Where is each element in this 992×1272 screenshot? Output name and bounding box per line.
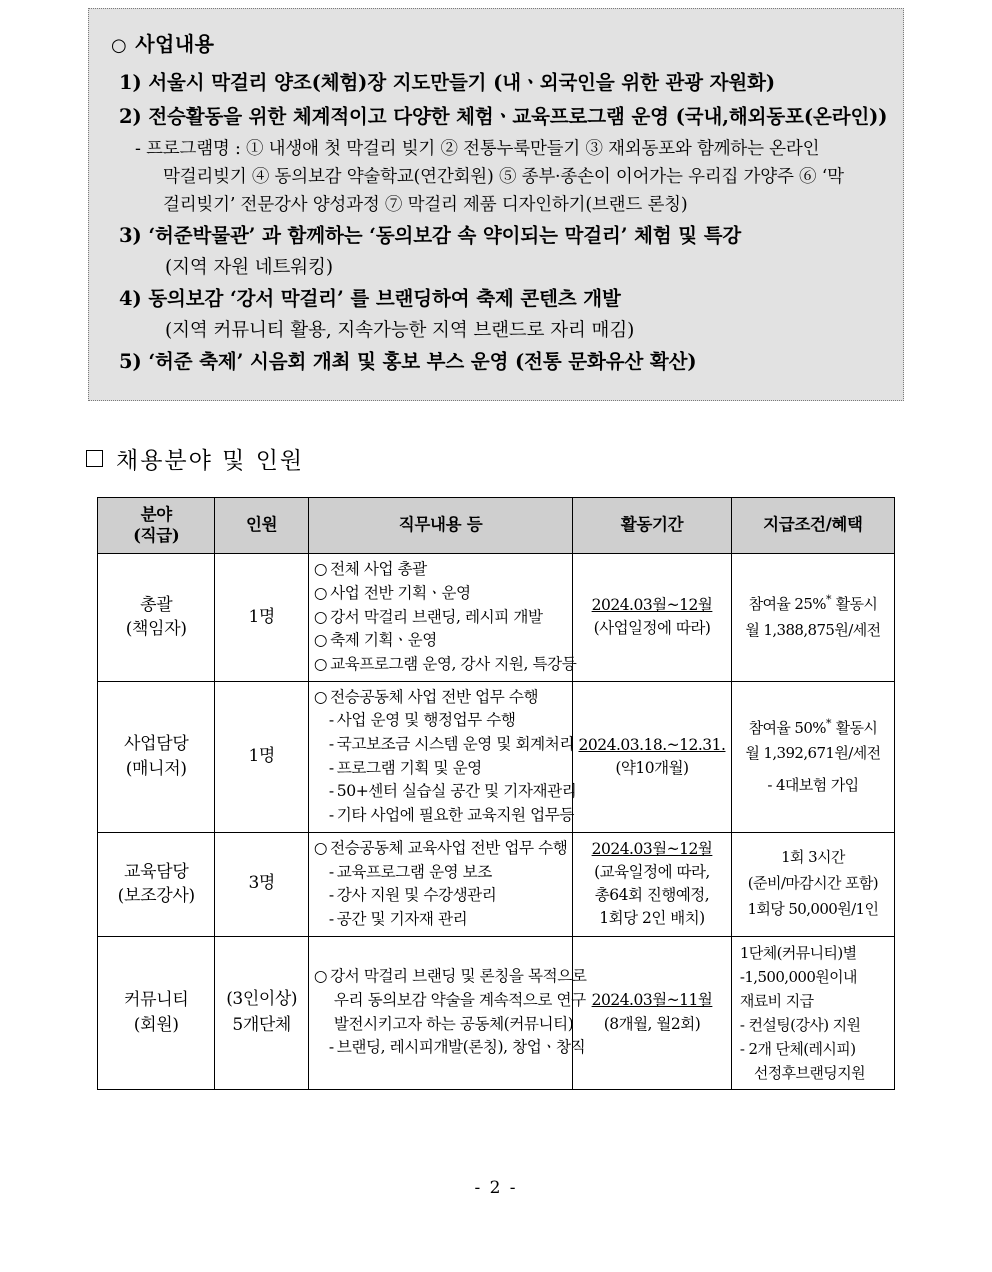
- row-1-duty-line-3: [314, 606, 567, 630]
- row-4-period-main: 2024.03월~11월: [591, 991, 713, 1010]
- dash-bullet-icon: -: [328, 782, 334, 801]
- row-1-duty-line-5: [313, 653, 577, 677]
- circle-bullet-icon: ○: [313, 583, 328, 602]
- table-row: [98, 554, 895, 681]
- row-3-count: 3명: [215, 832, 309, 936]
- dash-bullet-icon: -: [328, 735, 334, 754]
- row-3-duty-text-4: 공간 및 기자재 관리: [336, 909, 468, 928]
- row-2-pay-line-2: 월 1,392,671원/세전: [745, 744, 881, 763]
- row-4-duty-line-1: [313, 965, 587, 989]
- business-item-1-number: 1): [119, 71, 142, 95]
- recruitment-table-wrapper: [97, 497, 895, 1090]
- row-1-duty-line-4: [314, 629, 567, 653]
- business-item-2: [103, 101, 889, 133]
- row-3-period-sub-3: 1회당 2인 배치): [599, 909, 705, 928]
- circle-bullet-icon: ○: [313, 687, 328, 706]
- row-4-pay: [731, 936, 894, 1089]
- row-2-duty-text-2: 사업 운영 및 행정업무 수행: [336, 711, 516, 730]
- table-header-row: [98, 498, 895, 554]
- table-row: [98, 936, 895, 1089]
- row-2-duty-line-3: [314, 733, 574, 757]
- business-item-2-text: 전승활동을 위한 체계적이고 다양한 체험ㆍ교육프로그램 운영 (국내,해외동포(온라인)): [148, 104, 888, 128]
- row-2-duty-line-1: [314, 686, 567, 710]
- business-item-3-paren: (지역 자원 네트워킹): [165, 257, 333, 279]
- row-3-period: [573, 832, 732, 936]
- business-item-5: [103, 346, 889, 378]
- circle-bullet-icon: ○: [313, 655, 328, 673]
- row-3-field-line2: (보조강사): [117, 886, 195, 907]
- column-header-field: [98, 498, 215, 554]
- row-1-pay-line-2: 월 1,388,875원/세전: [745, 620, 881, 639]
- business-item-5-number: 5): [119, 349, 142, 373]
- circle-marker-icon: ○: [111, 35, 128, 56]
- row-4-count-line2: 5개단체: [232, 1014, 291, 1035]
- row-2-period: [573, 681, 732, 832]
- row-3-field: [98, 832, 215, 936]
- row-3-period-sub-2: 총64회 진행예정,: [594, 886, 710, 905]
- row-4-pay-line-5: - 2개 단체(레시피): [739, 1039, 856, 1058]
- table-row: [98, 681, 895, 832]
- column-header-pay: 지급조건/혜택: [731, 498, 894, 554]
- dash-bullet-icon: -: [328, 711, 334, 730]
- row-4-pay-line-6: 선정후브랜딩지원: [753, 1063, 865, 1082]
- row-1-field: [98, 554, 215, 681]
- dash-bullet-icon: -: [328, 909, 334, 928]
- row-1-duty: [308, 554, 577, 681]
- row-4-duty-line-4: [314, 1036, 586, 1060]
- column-header-period: 활동기간: [573, 498, 732, 554]
- business-content-heading: [111, 31, 889, 57]
- row-1-duty-line-2: [314, 582, 567, 606]
- row-2-pay: [731, 681, 894, 832]
- business-item-4-text: 동의보감 ‘강서 막걸리’ 를 브랜딩하여 축제 콘텐츠 개발: [148, 286, 621, 310]
- business-item-2-sub-3: 걸리빚기’ 전문강사 양성과정 ⑦ 막걸리 제품 디자인하기(브랜드 론칭): [163, 195, 688, 216]
- table-row: [98, 832, 895, 936]
- business-item-4-paren: (지역 커뮤니티 활용, 지속가능한 지역 브랜드로 자리 매김): [165, 320, 635, 342]
- row-1-duty-text-2: 사업 전반 기획ㆍ운영: [330, 583, 471, 602]
- row-3-pay-line-1: 1회 3시간: [781, 848, 845, 867]
- row-2-duty-text-5: 50+센터 실습실 공간 및 기자재관리: [336, 782, 577, 801]
- row-1-duty-text-1: 전체 사업 총괄: [330, 560, 427, 579]
- row-2-field-line1: 사업담당: [123, 734, 189, 755]
- row-2-period-main: 2024.03.18.~12.31.: [578, 735, 726, 754]
- row-2-duty-text-3: 국고보조금 시스템 운영 및 회계처리: [336, 735, 574, 754]
- row-1-pay-line-1: 참여율 25%* 활동시: [748, 593, 878, 614]
- row-2-pay-line-4: - 4대보험 가입: [767, 776, 859, 795]
- business-item-2-number: 2): [119, 104, 142, 128]
- business-item-5-text: ‘허준 축제’ 시음회 개최 및 홍보 부스 운영 (전통 문화유산 확산): [148, 349, 697, 373]
- row-1-duty-text-5: 교육프로그램 운영, 강사 지원, 특강등: [330, 655, 577, 673]
- column-header-field-line1: 분야: [140, 505, 172, 524]
- row-4-pay-line-1: 1단체(커뮤니티)별: [739, 943, 857, 962]
- row-3-period-sub-1: (교육일정에 따라,: [594, 862, 710, 881]
- row-2-duty: [308, 681, 577, 832]
- row-2-field-line2: (매니저): [125, 758, 187, 779]
- row-1-duty-line-1: [314, 558, 567, 582]
- row-3-pay: [731, 832, 894, 936]
- row-4-count-line1: (3인이상): [226, 989, 298, 1010]
- business-item-4: [103, 283, 889, 315]
- circle-bullet-icon: ○: [313, 607, 328, 626]
- business-item-2-sub-1: - 프로그램명 : ① 내생애 첫 막걸리 빚기 ② 전통누룩만들기 ③ 재외동포와 함께하는 온라인: [135, 138, 820, 159]
- row-1-period-sub-1: (사업일정에 따라): [593, 619, 711, 638]
- circle-bullet-icon: ○: [313, 560, 328, 579]
- business-item-1-text: 서울시 막걸리 양조(체험)장 지도만들기 (내ㆍ외국인을 위한 관광 자원화): [148, 71, 776, 95]
- row-3-duty-text-1: 전승공동체 교육사업 전반 업무 수행: [330, 838, 568, 857]
- business-content-box: [88, 8, 904, 401]
- square-marker-icon: [86, 450, 103, 467]
- row-1-period-main: 2024.03월~12월: [591, 596, 713, 615]
- row-1-count: 1명: [215, 554, 309, 681]
- row-4-field: [98, 936, 215, 1089]
- row-2-duty-text-1: 전승공동체 사업 전반 업무 수행: [330, 687, 539, 706]
- business-content-heading-label: 사업내용: [135, 32, 215, 56]
- row-2-duty-text-6: 기타 사업에 필요한 교육지원 업무등: [336, 806, 574, 825]
- dash-bullet-icon: -: [328, 758, 334, 777]
- row-4-pay-line-3: 재료비 지급: [739, 991, 814, 1010]
- row-4-field-line1: 커뮤니티: [123, 989, 189, 1010]
- business-item-4-number: 4): [119, 286, 142, 310]
- dash-bullet-icon: -: [328, 806, 334, 825]
- row-4-pay-line-4: - 컨설팅(강사) 지원: [739, 1015, 861, 1034]
- business-item-3: [103, 220, 889, 252]
- row-4-count: [215, 936, 309, 1089]
- row-4-period-sub-1: (8개월, 월2회): [603, 1014, 701, 1033]
- column-header-field-line2: (직급): [133, 525, 180, 545]
- row-3-duty: [308, 832, 572, 936]
- row-4-duty-line-3: 발전시키고자 하는 공동체(커뮤니티): [333, 1014, 574, 1033]
- row-2-period-sub-1: (약10개월): [615, 758, 689, 777]
- row-4-duty-text-1: 강서 막걸리 브랜딩 및 론칭을 목적으로: [330, 967, 587, 986]
- dash-bullet-icon: -: [328, 862, 334, 881]
- row-3-duty-line-1: [314, 837, 567, 861]
- row-1-duty-text-4: 축제 기획ㆍ운영: [330, 631, 437, 650]
- column-header-duty: 직무내용 등: [308, 498, 572, 554]
- recruitment-table: [97, 497, 895, 1090]
- business-item-1: [103, 67, 889, 99]
- row-1-field-line1: 총괄: [140, 594, 173, 615]
- row-2-duty-line-6: [314, 804, 574, 828]
- recruitment-section-title: 채용분야 및 인원: [116, 448, 305, 474]
- row-2-pay-line-1: 참여율 50%* 활동시: [748, 716, 878, 737]
- circle-bullet-icon: ○: [313, 631, 328, 650]
- dash-bullet-icon: -: [328, 886, 334, 905]
- circle-bullet-icon: ○: [313, 967, 328, 986]
- row-2-field: [98, 681, 215, 832]
- recruitment-section-heading: [86, 442, 304, 475]
- row-3-duty-line-2: [314, 861, 567, 885]
- row-4-duty-line-2: 우리 동의보감 약술을 계속적으로 연구: [333, 990, 586, 1009]
- row-1-pay: [731, 554, 894, 681]
- row-3-period-main: 2024.03월~12월: [591, 839, 713, 858]
- row-4-pay-line-2: -1,500,000원이내: [739, 967, 857, 986]
- row-3-pay-line-3: 1회당 50,000원/1인: [747, 900, 879, 919]
- row-3-duty-text-2: 교육프로그램 운영 보조: [336, 862, 492, 881]
- row-1-duty-text-3: 강서 막걸리 브랜딩, 레시피 개발: [330, 607, 543, 626]
- row-1-field-line2: (책임자): [125, 619, 187, 640]
- row-2-duty-line-5: [314, 780, 577, 804]
- business-item-2-sub-2: 막걸리빚기 ④ 동의보감 약술학교(연간회원) ⑤ 종부·종손이 이어가는 우리집 가양주 ⑥ ‘막: [163, 166, 844, 187]
- row-2-count: 1명: [215, 681, 309, 832]
- row-3-duty-line-4: [314, 908, 567, 932]
- dash-bullet-icon: -: [328, 1038, 334, 1057]
- circle-bullet-icon: ○: [313, 838, 328, 857]
- business-item-3-number: 3): [119, 223, 142, 247]
- row-1-period: [573, 554, 732, 681]
- row-4-period: [573, 936, 732, 1089]
- row-2-duty-line-2: [314, 709, 567, 733]
- row-2-duty-line-4: [314, 757, 567, 781]
- row-3-duty-text-3: 강사 지원 및 수강생관리: [336, 886, 497, 905]
- page-footer: - 2 -: [474, 1178, 518, 1198]
- row-3-pay-line-2: (준비/마감시간 포함): [747, 874, 879, 893]
- row-4-field-line2: (회원): [133, 1014, 179, 1035]
- row-4-duty: [308, 936, 587, 1089]
- row-3-duty-line-3: [314, 884, 567, 908]
- row-2-duty-text-4: 프로그램 기획 및 운영: [336, 758, 482, 777]
- business-item-3-text: ‘허준박물관’ 과 함께하는 ‘동의보감 속 약이되는 막걸리’ 체험 및 특강: [148, 223, 742, 247]
- column-header-count: 인원: [215, 498, 309, 554]
- row-4-duty-text-4: 브랜딩, 레시피개발(론칭), 창업ㆍ창직: [336, 1038, 586, 1057]
- row-3-field-line1: 교육담당: [123, 861, 189, 882]
